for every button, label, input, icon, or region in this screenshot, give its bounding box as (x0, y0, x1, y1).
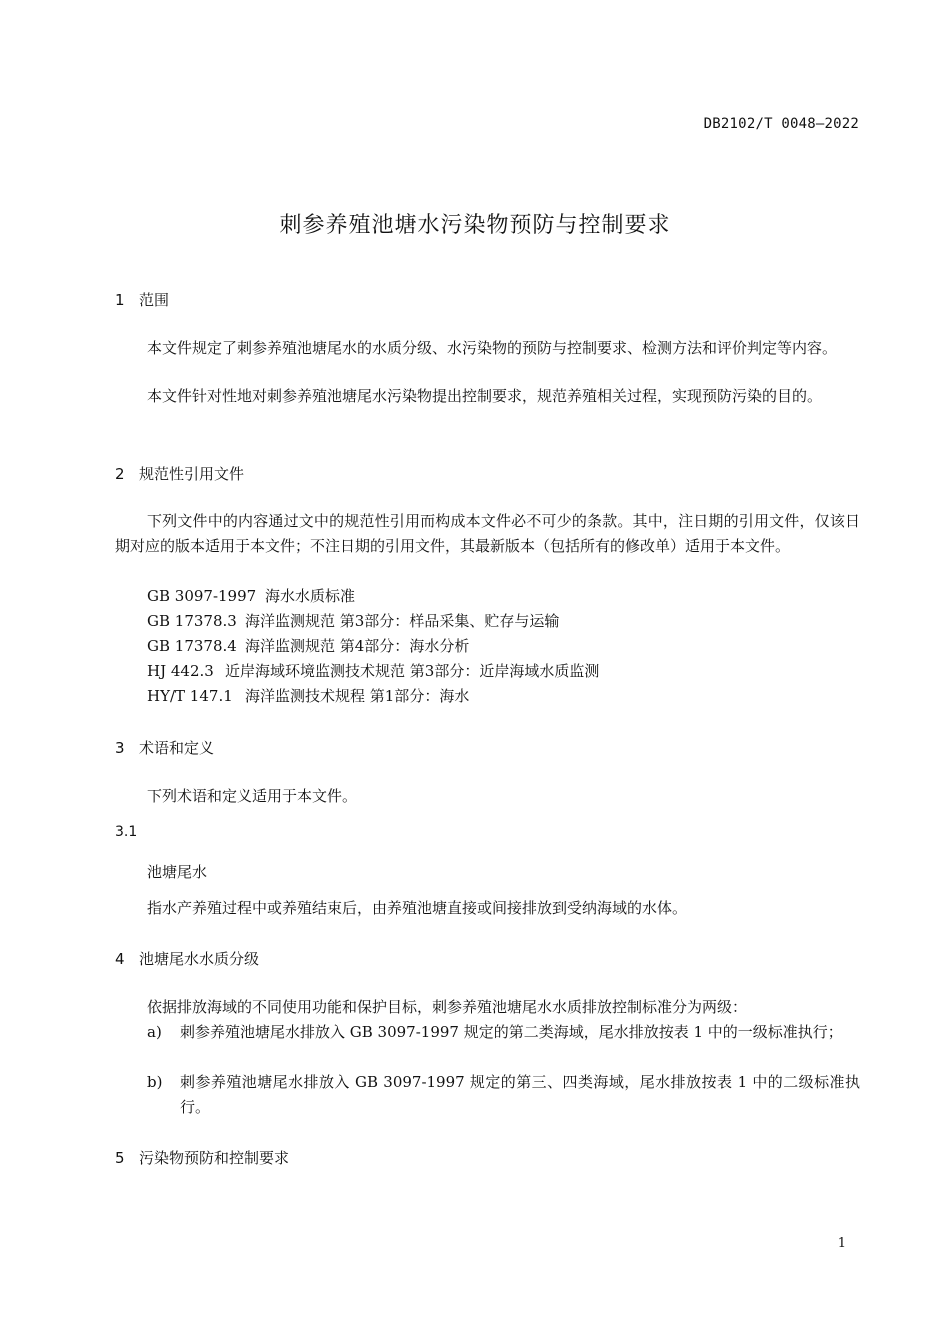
paragraph: 下列文件中的内容通过文中的规范性引用而构成本文件必不可少的条款。其中，注日期的引用文件，仅该日期对应的版本适用于本文件；不注日期的引用文件，其最新版本（包括所有的修改单）适用于本文件。 (115, 512, 860, 555)
reference-title: 海洋监测技术规程 第1部分：海水 (245, 687, 470, 705)
list-item (147, 1020, 860, 1045)
term-definition: 指水产养殖过程中或养殖结束后，由养殖池塘直接或间接排放到受纳海域的水体。 (147, 899, 688, 917)
section-2-heading (115, 463, 244, 484)
section-number: 4 (115, 950, 125, 968)
list-item (147, 1070, 860, 1120)
paragraph: 本文件针对性地对刺参养殖池塘尾水污染物提出控制要求，规范养殖相关过程，实现预防污染的目的。 (147, 387, 823, 405)
paragraph: 本文件规定了刺参养殖池塘尾水的水质分级、水污染物的预防与控制要求、检测方法和评价判定等内容。 (147, 339, 838, 357)
term-name: 池塘尾水 (147, 863, 208, 881)
section-number: 1 (115, 291, 125, 309)
list-marker: a) (147, 1023, 162, 1041)
list-text: 刺参养殖池塘尾水排放入 GB 3097-1997 规定的第二类海域，尾水排放按表 1 中的一级标准执行； (180, 1023, 843, 1041)
reference-code: GB 17378.4 (147, 637, 237, 655)
page-number: 1 (837, 1236, 846, 1251)
paragraph: 依据排放海域的不同使用功能和保护目标，刺参养殖池塘尾水水质排放控制标准分为两级： (147, 998, 748, 1016)
paragraph: 下列术语和定义适用于本文件。 (147, 787, 358, 805)
section-number: 2 (115, 465, 125, 483)
section-title: 规范性引用文件 (139, 465, 245, 483)
document-title: 刺参养殖池塘水污染物预防与控制要求 (279, 213, 671, 238)
list-marker: b) (147, 1073, 163, 1091)
section-4-heading (115, 948, 259, 969)
section-3-heading (115, 737, 214, 758)
reference-item (147, 584, 355, 609)
term-number: 3.1 (115, 824, 138, 840)
reference-title: 海水水质标准 (265, 587, 356, 605)
reference-title: 近岸海域环境监测技术规范 第3部分：近岸海域水质监测 (225, 662, 600, 680)
section-1-heading (115, 289, 169, 310)
reference-title: 海洋监测规范 第3部分：样品采集、贮存与运输 (245, 612, 560, 630)
reference-code: GB 17378.3 (147, 612, 237, 630)
reference-code: HJ 442.3 (147, 662, 214, 680)
section-number: 5 (115, 1149, 125, 1167)
section-number: 3 (115, 739, 125, 757)
section-title: 范围 (139, 291, 170, 309)
reference-item (147, 684, 469, 709)
reference-item (147, 659, 599, 684)
list-text: 刺参养殖池塘尾水排放入 GB 3097-1997 规定的第三、四类海域，尾水排放按表 1 中的二级标准执行。 (180, 1073, 860, 1116)
section-5-heading (115, 1147, 289, 1168)
section-title: 术语和定义 (139, 739, 215, 757)
section-title: 池塘尾水水质分级 (139, 950, 260, 968)
section-title: 污染物预防和控制要求 (139, 1149, 290, 1167)
standard-number: DB2102/T 0048—2022 (703, 116, 859, 132)
reference-item (147, 609, 559, 634)
reference-title: 海洋监测规范 第4部分：海水分析 (245, 637, 470, 655)
reference-code: HY/T 147.1 (147, 687, 233, 705)
reference-item (147, 634, 469, 659)
reference-code: GB 3097-1997 (147, 587, 257, 605)
